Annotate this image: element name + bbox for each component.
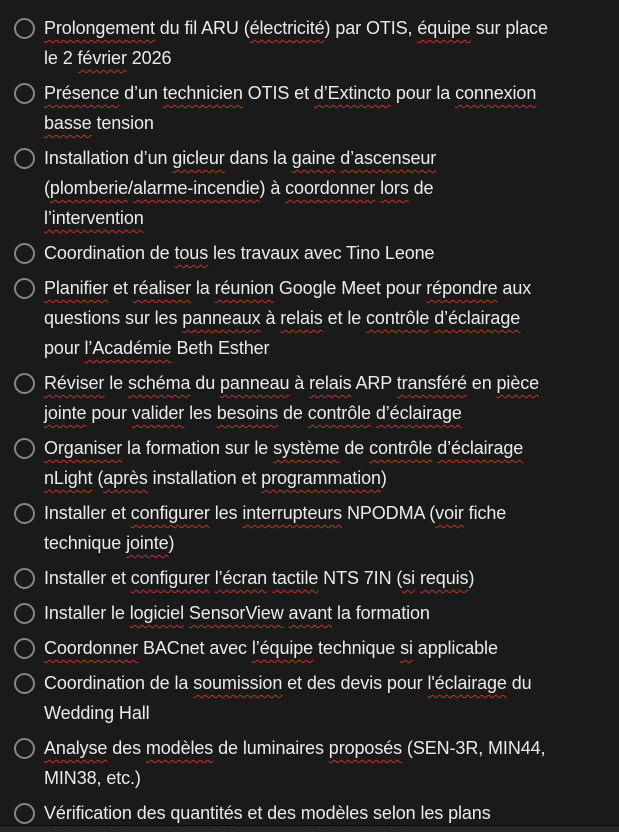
bottom-pane-edge <box>0 825 619 832</box>
task-text <box>44 13 548 73</box>
task-text-line <box>44 173 436 203</box>
text-run: en <box>466 373 497 393</box>
task-text <box>44 238 434 268</box>
text-run: des <box>131 803 171 823</box>
misspelled-word: basse <box>44 113 92 133</box>
text-run: Installer et <box>44 568 131 588</box>
text-run: du <box>506 673 532 693</box>
text-run: Installer le <box>44 603 130 623</box>
misspelled-word: l’écran <box>214 568 268 588</box>
checklist-item[interactable] <box>14 238 615 268</box>
task-text-line <box>44 433 523 463</box>
text-run: de luminaires <box>213 738 329 758</box>
misspelled-word: l’intervention <box>44 208 144 228</box>
task-text-line <box>44 78 536 108</box>
misspelled-word: d’Extincto <box>313 83 391 103</box>
misspelled-word: gicleur <box>172 148 225 168</box>
misspelled-word: si <box>402 568 416 588</box>
text-run: Coordination de <box>44 243 175 263</box>
misspelled-word: lors <box>380 178 409 198</box>
misspelled-word: Coordonner <box>44 638 139 658</box>
misspelled-word: système <box>273 438 340 458</box>
misspelled-word: d’éclairage <box>437 438 524 458</box>
checklist-item[interactable] <box>14 273 615 363</box>
checklist-item[interactable] <box>14 633 615 663</box>
misspelled-word: technicien <box>162 83 243 103</box>
radio-circle-icon[interactable] <box>14 568 35 589</box>
text-run: d’un <box>119 83 163 103</box>
misspelled-word: modèles <box>145 738 214 758</box>
task-text-line <box>44 668 532 698</box>
misspelled-word: l’équipe <box>251 638 314 658</box>
misspelled-word: l’Académie <box>84 338 172 358</box>
misspelled-word: si <box>400 638 413 658</box>
misspelled-word: réunion <box>214 278 274 298</box>
text-run: Google Meet pour <box>273 278 427 298</box>
misspelled-word: réaliser <box>132 278 191 298</box>
text-run: technique <box>313 638 401 658</box>
misspelled-word: Réviser <box>44 373 105 393</box>
misspelled-word: tous <box>174 243 209 263</box>
text-run: les <box>184 403 217 423</box>
task-text-line <box>44 333 531 363</box>
task-text-line <box>44 733 545 763</box>
radio-circle-icon[interactable] <box>14 638 35 659</box>
misspelled-word: contrôle <box>369 438 433 458</box>
text-run: Installer et <box>44 503 131 523</box>
checklist-item[interactable] <box>14 733 615 793</box>
task-text-line <box>44 303 531 333</box>
text-run: pour <box>86 403 132 423</box>
text-run: pour <box>44 338 85 358</box>
task-text-line <box>44 528 506 558</box>
misspelled-word: besoins <box>216 403 279 423</box>
misspelled-word: logiciel <box>129 603 184 623</box>
misspelled-word: valider <box>131 403 185 423</box>
misspelled-word: transféré <box>396 373 467 393</box>
checklist-item[interactable] <box>14 368 615 428</box>
misspelled-word: voir <box>435 503 464 523</box>
text-run: ) <box>168 533 175 553</box>
misspelled-word: relais <box>280 308 323 328</box>
misspelled-word: février <box>77 48 127 68</box>
misspelled-word: SensorView <box>188 603 284 623</box>
misspelled-word: interrupteurs <box>242 503 343 523</box>
misspelled-word: contrôle <box>307 403 371 423</box>
misspelled-word: schéma <box>127 373 191 393</box>
text-run: OTIS et <box>242 83 314 103</box>
text-run: ( <box>92 468 104 488</box>
misspelled-word: relais <box>309 373 352 393</box>
text-run: les <box>209 503 243 523</box>
misspelled-word: plomberie <box>49 178 129 198</box>
task-text <box>44 798 491 828</box>
radio-circle-icon[interactable] <box>14 243 35 264</box>
text-run: dans la <box>224 148 292 168</box>
text-run: NTS 7IN ( <box>318 568 403 588</box>
text-run: technique <box>44 533 127 553</box>
text-run: / <box>128 178 133 198</box>
task-text-line <box>44 273 531 303</box>
misspelled-word: tactile <box>271 568 319 588</box>
task-text <box>44 633 498 663</box>
text-run: de <box>278 403 308 423</box>
text-run: les travaux avec Tino Leone <box>208 243 435 263</box>
checklist-item[interactable] <box>14 498 615 558</box>
task-text-line <box>44 698 532 728</box>
text-run: applicable <box>412 638 498 658</box>
checklist-item[interactable] <box>14 78 615 138</box>
text-run: des <box>107 738 146 758</box>
task-text-line <box>44 798 491 828</box>
misspelled-word: après <box>103 468 148 488</box>
text-run: de <box>339 438 370 458</box>
text-run: questions sur les <box>44 308 183 328</box>
text-run: ) par OTIS, <box>324 18 418 38</box>
text-run: 2026 <box>126 48 172 68</box>
text-run: ) <box>468 568 475 588</box>
text-run: fiche <box>463 503 507 523</box>
misspelled-word: équipe <box>417 18 471 38</box>
misspelled-word: proposés <box>328 738 403 758</box>
text-run: (SEN-3R, MIN44, <box>402 738 546 758</box>
misspelled-word: soumission <box>193 673 283 693</box>
radio-circle-icon[interactable] <box>14 603 35 624</box>
misspelled-word: nLight <box>44 468 93 488</box>
task-text-line <box>44 143 436 173</box>
text-run: et des devis pour <box>282 673 428 693</box>
task-text-line <box>44 398 539 428</box>
text-run: sur place <box>470 18 548 38</box>
misspelled-word: Analyse <box>44 738 108 758</box>
checklist-item[interactable] <box>14 13 615 73</box>
text-run: le <box>104 373 128 393</box>
text-run: du fil ARU ( <box>154 18 250 38</box>
misspelled-word: selon <box>373 803 416 823</box>
task-text-line <box>44 108 536 138</box>
text-run: la <box>190 278 215 298</box>
text-run: tension <box>91 113 154 133</box>
task-text-line <box>44 498 506 528</box>
text-run: Installation d’un <box>44 148 173 168</box>
misspelled-word: panneaux <box>182 308 261 328</box>
radio-circle-icon[interactable] <box>14 738 35 759</box>
text-run: NPODMA ( <box>342 503 436 523</box>
text-run: MIN38, etc.) <box>44 768 141 788</box>
misspelled-word: jointe <box>126 533 169 553</box>
task-text <box>44 273 531 363</box>
text-run: la formation <box>332 603 430 623</box>
radio-circle-icon[interactable] <box>14 438 35 459</box>
text-run: et le <box>322 308 367 328</box>
checklist-item[interactable] <box>14 433 615 493</box>
task-text <box>44 78 536 138</box>
task-text-line <box>44 238 434 268</box>
text-run: Wedding Hall <box>44 703 150 723</box>
misspelled-word: gaine <box>291 148 336 168</box>
text-run: les plans <box>415 803 491 823</box>
text-run: de <box>408 178 434 198</box>
text-run: à <box>289 373 310 393</box>
text-run: aux <box>497 278 532 298</box>
task-text <box>44 498 506 558</box>
misspelled-word: connexion <box>455 83 537 103</box>
task-text-line <box>44 368 539 398</box>
misspelled-word: Prolongement <box>44 18 155 38</box>
misspelled-word: Présence <box>44 83 120 103</box>
radio-circle-icon[interactable] <box>14 373 35 394</box>
text-run: Beth Esther <box>171 338 270 358</box>
misspelled-word: d’éclairage <box>434 308 521 328</box>
misspelled-word: Vérification <box>44 803 132 823</box>
checklist-item[interactable] <box>14 798 615 828</box>
text-run: et <box>108 278 133 298</box>
radio-circle-icon[interactable] <box>14 278 35 299</box>
misspelled-word: panneau <box>220 373 290 393</box>
text-run: installation et <box>147 468 262 488</box>
misspelled-word: avant <box>288 603 333 623</box>
task-text-line <box>44 598 430 628</box>
misspelled-word: pièce <box>496 373 540 393</box>
task-text-line <box>44 633 498 663</box>
radio-circle-icon[interactable] <box>14 18 35 39</box>
radio-circle-icon[interactable] <box>14 148 35 169</box>
misspelled-word: Organiser <box>44 438 123 458</box>
misspelled-word: d’ascenseur <box>340 148 437 168</box>
text-run: ARP <box>351 373 397 393</box>
radio-circle-icon[interactable] <box>14 503 35 524</box>
misspelled-word: configurer <box>130 568 210 588</box>
misspelled-word: alarme-incendie <box>132 178 260 198</box>
text-run: BACnet avec <box>138 638 252 658</box>
task-text-line <box>44 563 474 593</box>
text-run: du <box>190 373 221 393</box>
radio-circle-icon[interactable] <box>14 673 35 694</box>
task-text <box>44 368 539 428</box>
text-run: à <box>260 308 281 328</box>
checklist-item[interactable] <box>14 598 615 628</box>
checklist-item[interactable] <box>14 563 615 593</box>
task-text-line <box>44 43 548 73</box>
task-text <box>44 598 430 628</box>
text-run: ) à <box>259 178 286 198</box>
text-run: ( <box>44 178 50 198</box>
task-text <box>44 433 523 493</box>
misspelled-word: quantités <box>170 803 243 823</box>
misspelled-word: d’éclairage <box>375 403 462 423</box>
task-text <box>44 668 532 728</box>
task-text-line <box>44 763 545 793</box>
task-text <box>44 733 545 793</box>
misspelled-word: jointe <box>44 403 87 423</box>
task-text-line <box>44 203 436 233</box>
task-text <box>44 143 436 233</box>
radio-circle-icon[interactable] <box>14 803 35 824</box>
text-run: ) <box>380 468 387 488</box>
misspelled-word: contrôle <box>366 308 430 328</box>
checklist-item[interactable] <box>14 668 615 728</box>
misspelled-word: programmation <box>261 468 381 488</box>
text-run: le 2 <box>44 48 78 68</box>
text-run: pour la <box>390 83 456 103</box>
task-text-line <box>44 463 523 493</box>
task-text-line <box>44 13 548 43</box>
misspelled-word: l'éclairage <box>427 673 507 693</box>
misspelled-word: configurer <box>130 503 210 523</box>
misspelled-word: coordonner <box>285 178 376 198</box>
text-run: et des <box>242 803 301 823</box>
task-text <box>44 563 474 593</box>
misspelled-word: requis <box>420 568 469 588</box>
checklist-item[interactable] <box>14 143 615 233</box>
misspelled-word: modèles <box>300 803 369 823</box>
text-run: Coordination de la <box>44 673 194 693</box>
text-run: la formation sur le <box>122 438 274 458</box>
misspelled-word: répondre <box>426 278 498 298</box>
misspelled-word: Planifier <box>44 278 109 298</box>
misspelled-word: électricité <box>249 18 325 38</box>
radio-circle-icon[interactable] <box>14 83 35 104</box>
